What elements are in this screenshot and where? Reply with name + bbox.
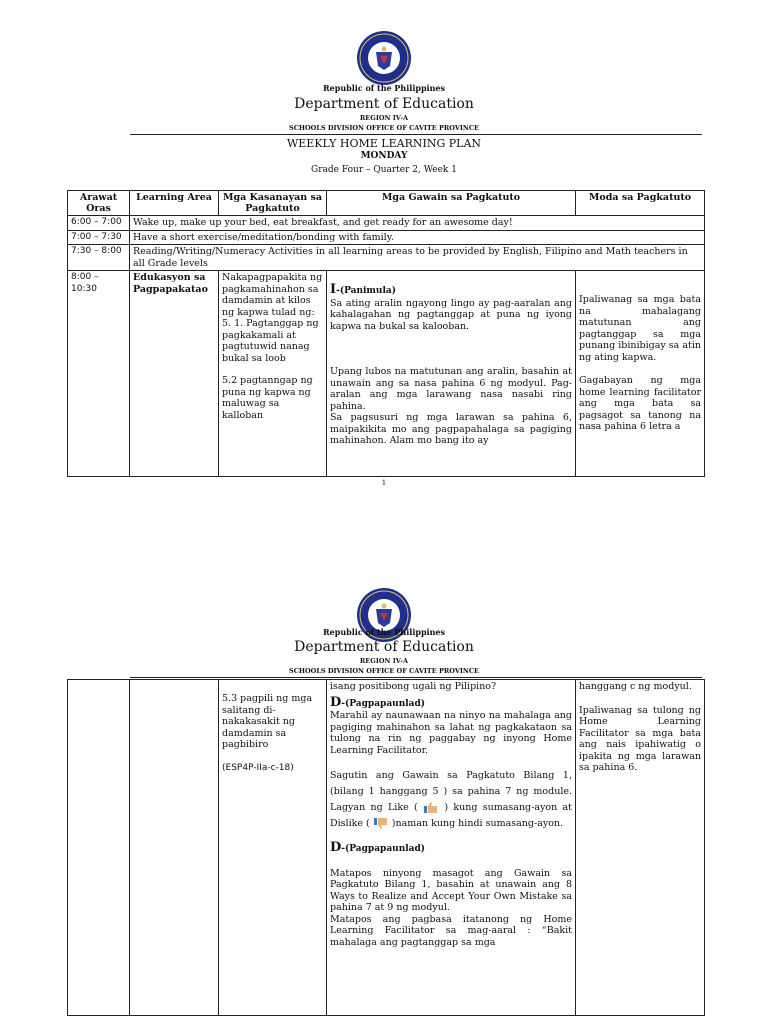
plan-title: WEEKLY HOME LEARNING PLAN xyxy=(286,137,482,150)
grade-label: Grade Four – Quarter 2, Week 1 xyxy=(311,165,457,175)
time-cell: 6:00 – 7:00 xyxy=(68,216,130,231)
section-heading: D-(Pagpapaunlad) xyxy=(330,694,426,710)
home-learning-plan-table-continued xyxy=(67,679,705,1016)
skills-cell xyxy=(219,680,327,1016)
table-header-row xyxy=(68,191,705,216)
division-text: SCHOOLS DIVISION OFFICE OF CAVITE PROVINCE xyxy=(289,124,479,132)
activity-cell: Wake up, make up your bed, eat breakfast, and get ready for an awesome day! xyxy=(130,216,705,231)
moda-cell xyxy=(576,271,705,477)
activity-paragraph: Matapos ninyong masagot ang Gawain sa Pagkatuto Bilang 1, basahin at unawain ang 8 Ways to Realize and Accept Your Own Mistake sa pahina 7 at 9 ng modyul. xyxy=(330,867,572,913)
time-cell: 7:30 – 8:00 xyxy=(68,245,130,271)
activity-paragraph: Marahil ay naunawaan na ninyo na mahalaga ang pagiging mahinahon sa lahat ng pagkakataon sa tulong na rin ng paggabay ng inyong Home Learning Facilitator. xyxy=(330,710,572,756)
activity-cell: Have a short exercise/meditation/bonding with family. xyxy=(130,230,705,245)
learning-area-cell xyxy=(130,680,219,1016)
moda-text: Ipaliwanag sa mga bata na mahalagang matutunan ang pagtanggap sa mga punang ibinibigay sa atin ng ating kapwa. xyxy=(579,294,701,363)
department-title: Department of Education xyxy=(294,639,474,655)
time-cell: 7:00 – 7:30 xyxy=(68,230,130,245)
column-header: Arawat Oras xyxy=(68,191,130,216)
republic-text: Republic of the Philippines xyxy=(322,83,445,93)
table-row-main xyxy=(68,271,705,477)
activity-paragraph: Sagutin ang Gawain sa Pagkatuto Bilang 1, (bilang 1 hanggang 5 ) sa pahina 7 ng module. Lagyan ng Like ( ) kung sumasang-ayon at Dislike ( )naman kung hindi sumasang-ayon. xyxy=(330,770,572,829)
moda-text: Gagabayan ng mga home learning facilitator ang mga bata sa pagsagot sa tanong na nasa pahina 6 letra a xyxy=(579,375,701,432)
moda-cell xyxy=(576,680,705,1016)
skills-text: 5.2 pagtanngap ng puna ng kapwa ng maluwag sa kalloban xyxy=(222,375,313,421)
table-row-continued xyxy=(68,680,705,1016)
activities-cell xyxy=(327,680,576,1016)
page-number: 1 xyxy=(381,479,387,487)
republic-text: Republic of the Philippines xyxy=(322,627,445,637)
region-text: REGION IV-A xyxy=(359,657,409,665)
time-cell xyxy=(68,680,130,1016)
region-text: REGION IV-A xyxy=(359,114,409,122)
day-label: MONDAY xyxy=(360,151,408,161)
table-row xyxy=(68,245,705,271)
document-page-2 xyxy=(0,512,768,1024)
skills-text: 5. 1. Pagtanggap ng pagkakamali at pagtutuwid nanag bukal sa loob xyxy=(222,318,319,364)
activities-cell xyxy=(327,271,576,477)
activity-paragraph: isang positibong ugali ng Pilipino? xyxy=(330,681,497,692)
time-cell: 8:00 – 10:30 xyxy=(68,271,130,477)
deped-seal-icon xyxy=(356,30,412,86)
column-header: Mga Kasanayan sa Pagkatuto xyxy=(219,191,327,216)
moda-text: hanggang c ng modyul. xyxy=(579,681,692,692)
header-divider xyxy=(130,134,702,135)
activity-cell: Reading/Writing/Numeracy Activities in all learning areas to be provided by English, Filipino and Math teachers in all Grade levels xyxy=(130,245,705,271)
table-row xyxy=(68,230,705,245)
learning-area-cell: Edukasyon sa Pagpapakatao xyxy=(130,271,219,477)
division-text: SCHOOLS DIVISION OFFICE OF CAVITE PROVINCE xyxy=(289,667,479,675)
header-divider xyxy=(130,677,702,678)
activity-paragraph: Upang lubos na matutunan ang aralin, basahin at unawain ang sa nasa pahina 6 ng modyul. Pag-aralan ang mga larawang nasa nasabi ring pahina. xyxy=(330,366,572,412)
moda-text: Ipaliwanag sa tulong ng Home Learning Facilitator sa mga bata ang nais ipahiwatig o ipakita ng mga larawan sa pahina 6. xyxy=(579,704,701,773)
skills-text: 5.3 pagpili ng mga salitang di-nakakasakit ng damdamin sa pagbibiro xyxy=(222,693,313,750)
activity-paragraph: Sa ating aralin ngayong lingo ay pag-aaralan ang kahalagahan ng pagtanggap at puna ng iyong kapwa na bukal sa kalooban. xyxy=(330,297,572,332)
table-row xyxy=(68,216,705,231)
competency-code: (ESP4P-IIa-c-18) xyxy=(222,762,294,773)
thumbs-down-icon xyxy=(373,818,389,829)
skills-text: Nakapagpapakita ng pagkamahinahon sa damdamin at kilos ng kapwa tulad ng: xyxy=(222,272,323,318)
department-title: Department of Education xyxy=(294,96,474,112)
section-heading: D-(Pagpapaunlad) xyxy=(330,840,426,855)
column-header: Mga Gawain sa Pagkatuto xyxy=(327,191,576,216)
activity-paragraph: Matapos ang pagbasa itatanong ng Home Learning Facilitator sa mag-aaral : “Bakit mahalaga ang pagtanggap sa mga xyxy=(330,913,572,948)
activity-paragraph: Sa pagsusuri ng mga larawan sa pahina 6, maipakikita mo ang pagpapahalaga sa pagiging mahinahon. Alam mo bang ito ay xyxy=(330,412,572,446)
column-header: Learning Area xyxy=(130,191,219,216)
home-learning-plan-table xyxy=(67,190,705,477)
skills-cell xyxy=(219,271,327,477)
thumbs-up-icon xyxy=(423,802,439,813)
column-header: Moda sa Pagkatuto xyxy=(576,191,705,216)
section-heading: I-(Panimula) xyxy=(330,282,396,297)
